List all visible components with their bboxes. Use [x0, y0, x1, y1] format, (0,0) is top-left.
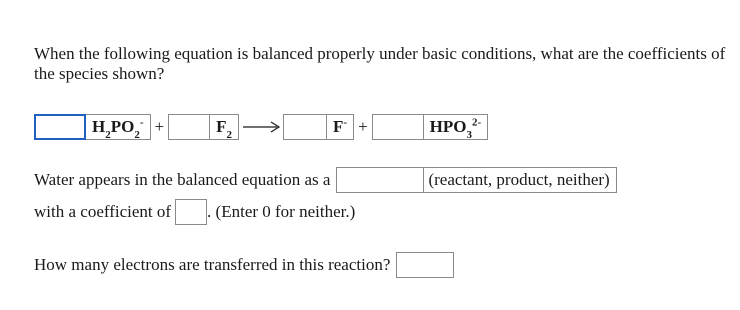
equation-row: [34, 113, 488, 141]
coefficient-input-4[interactable]: [372, 114, 424, 140]
electrons-row: [34, 251, 454, 279]
water-coefficient-label: with a coefficient of: [34, 202, 172, 221]
species-f2: $F_2$: [210, 114, 239, 140]
species-hpo3: $HPO_3^{2-}$: [424, 114, 489, 140]
coefficient-input-1[interactable]: [34, 114, 86, 140]
coefficient-input-3[interactable]: [283, 114, 327, 140]
species-h2po2: $H_2PO_2^-$: [86, 114, 151, 140]
reaction-arrow-icon: [243, 121, 281, 133]
water-role-label: Water appears in the balanced equation as a: [34, 170, 331, 189]
plus-sign: +: [358, 117, 368, 136]
water-role-row: [34, 166, 617, 194]
question-text: When the following equation is balanced properly under basic conditions, what are the coefficients of the species shown?: [34, 44, 726, 83]
water-coefficient-row: [34, 198, 355, 226]
water-role-hint: (reactant, product, neither): [424, 167, 616, 193]
electrons-question: How many electrons are transferred in this reaction?: [34, 255, 391, 274]
plus-sign: +: [154, 117, 165, 136]
electrons-input[interactable]: [396, 252, 454, 278]
water-coefficient-note: . (Enter 0 for neither.): [207, 202, 356, 221]
water-coefficient-input[interactable]: [175, 199, 207, 225]
species-f-minus: F-: [327, 114, 354, 140]
water-role-input[interactable]: [336, 167, 424, 193]
coefficient-input-2[interactable]: [168, 114, 210, 140]
